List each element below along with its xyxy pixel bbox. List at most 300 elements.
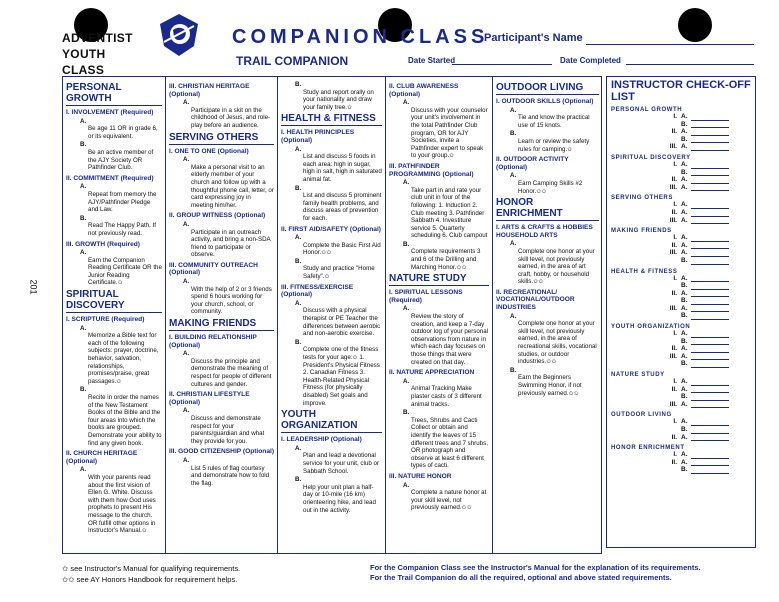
requirement-item (281, 339, 382, 407)
checkoff-letter: B. (681, 168, 688, 176)
checkoff-letter: A. (681, 304, 688, 312)
checkoff-signature-line[interactable] (691, 360, 729, 368)
requirement-item (281, 300, 382, 338)
requirement-text: Animal Tracking Make plaster casts of 3 different animal tracks. (411, 385, 482, 408)
checkoff-group-heading: YOUTH ORGANIZATION (611, 324, 691, 331)
checkoff-signature-line[interactable] (691, 249, 729, 257)
checkoff-roman: I. (673, 330, 677, 338)
subsection-heading: I. INVOLVEMENT (Required) (66, 109, 154, 116)
subsection-heading: II. COMMITMENT (Required) (66, 174, 154, 182)
subsection-heading: II. CLUB AWARENESS (Optional) (389, 83, 459, 98)
checkoff-group-heading: NATURE STUDY (611, 372, 665, 379)
checkoff-letter: A. (681, 418, 688, 426)
checkoff-roman (611, 282, 681, 290)
checkoff-group-heading: PERSONAL GROWTH (611, 107, 683, 113)
checkoff-signature-line[interactable] (691, 378, 729, 386)
requirement-item (389, 305, 489, 366)
subsection-heading: I. BUILDING RELATIONSHIP (Optional) (169, 334, 257, 349)
requirement-item (281, 185, 382, 223)
requirement-letter: B. (295, 81, 302, 88)
checkoff-signature-line[interactable] (691, 136, 729, 144)
checkoff-signature-line[interactable] (691, 345, 729, 353)
checkoff-letter: A. (681, 249, 688, 257)
checkoff-letter: A. (681, 451, 688, 459)
checkoff-roman: I. (673, 201, 677, 209)
checkoff-signature-line[interactable] (691, 217, 729, 225)
checkoff-signature-line[interactable] (691, 426, 729, 434)
section-heading: OUTDOOR LIVING (496, 82, 599, 95)
requirement-letter: A. (80, 183, 87, 191)
requirement-text: Complete one of the fitness tests for your age:✩ 1. President's Physical Fitness 2. Canadian Fitness 3. Health-Related Physical Fitness (for physically disabled) Set goals and improve. (303, 346, 380, 407)
requirement-letter: B. (403, 240, 410, 248)
requirement-item (389, 378, 489, 408)
checkoff-roman (611, 169, 681, 177)
subsection-heading: II. FIRST AID/SAFETY (Optional) (281, 225, 382, 233)
checkoff-signature-line[interactable] (691, 312, 729, 320)
checkoff-group-heading: SERVING OTHERS (611, 195, 673, 202)
checkoff-roman: I. (673, 113, 677, 120)
page-subtitle: TRAIL COMPANION (236, 54, 349, 68)
section-heading: MAKING FRIENDS (169, 318, 274, 331)
requirement-letter: A. (183, 350, 190, 358)
subsection-heading: I. LEADERSHIP (Optional) (281, 436, 362, 444)
checkoff-letter: B. (681, 393, 688, 401)
checkoff-letter: A. (681, 176, 688, 184)
page-title: COMPANION CLASS (232, 26, 489, 48)
requirement-letter: A. (403, 377, 410, 385)
checkoff-roman: II. (671, 458, 677, 466)
requirement-item (496, 240, 599, 286)
checkoff-signature-line[interactable] (691, 338, 729, 346)
requirement-letter: B. (403, 409, 410, 417)
checkoff-row (611, 113, 751, 121)
checkoff-signature-line[interactable] (691, 353, 729, 361)
requirements-column-4 (389, 80, 489, 550)
checkoff-row (611, 393, 751, 401)
requirement-letter: B. (510, 366, 517, 374)
requirement-item (281, 146, 382, 184)
checkoff-letter: A. (681, 234, 688, 242)
checkoff-roman: I. (673, 160, 677, 168)
checkoff-row (611, 345, 751, 353)
date-started-label: Date Started (408, 56, 456, 65)
checkoff-row (611, 242, 751, 250)
checkoff-letter: B. (681, 426, 688, 433)
checkoff-row (611, 297, 751, 305)
checkoff-roman (611, 338, 681, 346)
requirement-letter: A. (403, 179, 410, 187)
checkoff-signature-line[interactable] (691, 128, 729, 136)
checkoff-letter: A. (681, 216, 688, 224)
requirement-text: Participate in an outreach activity, and bring a non-SDA friend to participate or observe. (191, 228, 271, 259)
checkoff-letter: B. (681, 282, 688, 290)
checkoff-signature-line[interactable] (691, 242, 729, 250)
section-heading: PERSONAL GROWTH (66, 82, 162, 106)
checkoff-roman: III. (669, 400, 677, 408)
requirement-text: Read The Happy Path. If not previously read. (88, 222, 156, 237)
checkoff-row (611, 330, 751, 338)
requirement-text: Take part in and rate your club unit in four of the following: 1. Induction 2. Club meeting 3. Pathfinder Sabbath 4. Investiture service 5. Quarterly scheduling 6. Club campout (411, 186, 488, 240)
checkoff-letter: A. (681, 274, 688, 282)
checkoff-row (611, 184, 751, 192)
requirement-item (281, 258, 382, 281)
checkoff-row (611, 209, 751, 217)
checkoff-roman: III. (669, 143, 677, 151)
subsection-heading: III. FITNESS/EXERCISE (Optional) (281, 283, 354, 299)
checkoff-row (611, 305, 751, 313)
section-heading: HEALTH & FITNESS (281, 113, 382, 126)
checkoff-roman: II. (671, 289, 677, 297)
requirement-text: Discuss with your counselor your unit's involvement in the total Pathfinder Club program, OR for AJY Societies, invite a Pathfinder expert to speak to your group.✩ (411, 106, 488, 160)
checkoff-letter: A. (681, 201, 688, 209)
requirement-letter: A. (295, 299, 302, 307)
checkoff-row (611, 282, 751, 290)
checkoff-letter: B. (681, 256, 688, 264)
checkoff-roman (611, 257, 681, 265)
checkoff-group-heading: MAKING FRIENDS (611, 228, 672, 235)
subsection-heading: I. ARTS & CRAFTS & HOBBIES HOUSEHOLD ARTS (496, 224, 593, 239)
requirement-item (66, 249, 162, 287)
checkoff-signature-line[interactable] (691, 257, 729, 265)
requirement-letter: A. (183, 407, 190, 415)
requirement-item (66, 325, 162, 386)
checkoff-letter: A. (681, 400, 688, 408)
checkoff-letter: A. (681, 352, 688, 360)
requirement-item (169, 350, 274, 388)
participant-name-label: Participant's Name (484, 32, 583, 44)
checkoff-group-heading: HONOR ENRICHMENT (611, 445, 685, 452)
requirement-letter: A. (510, 240, 517, 248)
checkoff-row (611, 257, 751, 265)
requirement-text: Complete requirements 3 and 6 of the Drilling and Marching Honor.✩✩ (411, 248, 481, 271)
date-completed-field[interactable] (626, 64, 754, 65)
requirement-letter: B. (295, 184, 302, 192)
requirement-letter: A. (510, 172, 517, 180)
checkoff-letter: A. (681, 458, 688, 466)
checkoff-row (611, 459, 751, 467)
requirement-item (169, 156, 274, 209)
checkoff-roman: II. (671, 241, 677, 249)
checkoff-letter: B. (681, 120, 688, 128)
section-heading: HONOR ENRICHMENT (496, 197, 599, 221)
checkoff-roman: II. (671, 385, 677, 393)
checkoff-row (611, 338, 751, 346)
footnote-trail-companion: For the Trail Companion do all the required, optional and above stated requirements. (370, 573, 672, 582)
subsection-heading: III. CHRISTIAN HERITAGE (Optional) (169, 83, 250, 98)
section-heading: NATURE STUDY (389, 273, 489, 286)
requirement-text: Make a personal visit to an elderly member of your church and follow up with a thoughtful phone call, letter, or card expressing joy in meeting him/her. (191, 163, 274, 209)
checkoff-row (611, 249, 751, 257)
requirement-text: Study and practice "Home Safety".✩ (303, 265, 375, 281)
checkoff-roman: III. (669, 216, 677, 224)
subsection-heading: III. GROWTH (Required) (66, 240, 140, 248)
checkoff-row (611, 290, 751, 298)
checkoff-roman (611, 312, 681, 320)
section-heading: SPIRITUAL DISCOVERY (66, 289, 162, 313)
requirement-text: Complete one honor at your skill level, not previously earned, in the area of art craft, hobby, or household skills.✩✩ (518, 247, 595, 286)
checkoff-signature-line[interactable] (691, 393, 729, 401)
requirement-text: Trees, Shrubs and Cacti Collect or obtain and identify the leaves of 15 different trees and 7 shrubs, OR photograph and observe at least 6 different types of cacti. (411, 416, 488, 470)
checkoff-body (611, 107, 751, 474)
checkoff-signature-line[interactable] (691, 466, 729, 474)
requirement-item (66, 141, 162, 171)
subsection-heading: III. PATHFINDER PROGRAMMING (Optional) (389, 162, 474, 178)
checkoff-row (611, 360, 751, 368)
requirement-letter: A. (510, 312, 517, 320)
checkoff-roman: II. (671, 128, 677, 136)
checkoff-letter: A. (681, 289, 688, 297)
requirement-letter: A. (80, 324, 87, 332)
checkoff-roman: I. (673, 378, 677, 386)
checkoff-signature-line[interactable] (691, 459, 729, 467)
checkoff-row (611, 401, 751, 409)
checkoff-roman: II. (671, 176, 677, 184)
requirement-letter: B. (80, 214, 87, 222)
requirement-letter: A. (183, 456, 190, 464)
section-heading: SERVING OTHERS (169, 132, 274, 145)
date-completed-label: Date Completed (560, 56, 621, 65)
requirement-text: Earn the Beginners Swimming Honor, if not previously earned.✩✩ (518, 374, 582, 397)
checkoff-letter: A. (681, 128, 688, 136)
checkoff-row (611, 386, 751, 394)
checkoff-letter: B. (681, 297, 688, 305)
checkoff-roman: III. (669, 352, 677, 360)
requirement-letter: A. (183, 156, 190, 164)
requirement-item (66, 118, 162, 141)
checkoff-group-heading: OUTDOOR LIVING (611, 412, 672, 419)
org-line: YOUTH (62, 47, 106, 61)
checkoff-row (611, 161, 751, 169)
requirement-item (389, 99, 489, 160)
requirement-item (281, 445, 382, 475)
checkoff-roman (611, 393, 681, 401)
requirement-letter: B. (80, 386, 87, 394)
requirement-letter: B. (80, 141, 87, 149)
checkoff-roman: I. (673, 274, 677, 282)
requirement-item (496, 367, 599, 397)
checkoff-row (611, 201, 751, 209)
subsection-heading: I. HEALTH PRINCIPLES (Optional) (281, 129, 355, 144)
checkoff-letter: B. (681, 466, 688, 474)
requirement-text: Memorize a Bible text for each of the following subjects: prayer, doctrine, behavior, salvation, relationships, promises/praise, great passages.✩ (88, 332, 159, 385)
checkoff-row (611, 176, 751, 184)
org-line: CLASS (62, 63, 105, 77)
requirement-item (66, 183, 162, 213)
requirement-item (496, 107, 599, 130)
requirement-text: With your parents read about the first vision of Ellen G. White. Discuss with them how God uses prophets to present His message to the church. OR fulfill other options in Instructor's Manual.✩ (88, 473, 156, 535)
requirements-column-3 (281, 80, 382, 550)
checkoff-signature-line[interactable] (691, 234, 729, 242)
column-divider (165, 76, 166, 554)
adventist-youth-logo-icon (156, 12, 202, 58)
checkoff-letter: A. (681, 345, 688, 353)
requirement-letter: A. (403, 99, 410, 107)
binder-hole-3 (678, 8, 712, 42)
checkoff-signature-line[interactable] (691, 434, 729, 442)
checkoff-roman: II. (671, 345, 677, 353)
checkoff-roman (611, 297, 681, 305)
requirement-item (389, 179, 489, 240)
checkoff-row (611, 275, 751, 283)
requirement-letter: A. (295, 444, 302, 452)
requirement-text: Discuss and demonstrate respect for your parents/guardian and what they provide for you. (191, 414, 265, 445)
requirement-text: Earn the Companion Reading Certificate OR the Junior Reading Certificate.✩ (88, 256, 162, 287)
requirement-item (169, 457, 274, 487)
requirement-item (496, 313, 599, 366)
organization-name (62, 30, 133, 78)
checkoff-row (611, 353, 751, 361)
checkoff-signature-line[interactable] (691, 176, 729, 184)
requirement-item (169, 278, 274, 316)
requirements-column-1 (66, 80, 162, 550)
footnote-companion-class: For the Companion Class see the Instructor's Manual for the explanation of its requirements. (370, 563, 701, 572)
subsection-heading: I. SPIRITUAL LESSONS (Required) (389, 289, 463, 304)
requirement-item (66, 466, 162, 534)
requirement-letter: A. (80, 249, 87, 257)
requirement-item (389, 409, 489, 470)
checkoff-signature-line[interactable] (691, 386, 729, 394)
requirement-letter: A. (183, 99, 190, 107)
requirement-item (169, 407, 274, 445)
requirement-item (281, 476, 382, 514)
checkoff-signature-line[interactable] (691, 282, 729, 290)
requirement-text: Participate in a skit on the childhood of Jesus, and role-play before an audience. (191, 106, 271, 129)
requirement-letter: A. (80, 466, 87, 474)
subsection-heading: II. CHURCH HERITAGE (Optional) (66, 450, 138, 465)
checkoff-row (611, 143, 751, 151)
subsection-heading: I. ONE TO ONE (Optional) (169, 147, 249, 155)
requirements-column-2 (169, 80, 274, 550)
requirement-text: Discuss the principle and demonstrate the meaning of respect for people of different cultures and gender. (191, 357, 272, 388)
section-heading: YOUTH ORGANIZATION (281, 409, 382, 433)
checkoff-signature-line[interactable] (691, 161, 729, 169)
checkoff-row (611, 128, 751, 136)
requirement-letter: A. (295, 145, 302, 153)
checkoff-signature-line[interactable] (691, 451, 729, 459)
column-divider (492, 76, 493, 554)
requirement-letter: A. (403, 305, 410, 313)
checkoff-letter: A. (681, 113, 688, 120)
checkoff-row (611, 426, 751, 434)
checkoff-roman: III. (669, 249, 677, 257)
requirement-text: Be an active member of the AJY Society OR Pathfinder Club. (88, 148, 154, 172)
checkoff-signature-line[interactable] (691, 418, 729, 426)
checkoff-letter: B. (681, 360, 688, 368)
requirement-text: With the help of 2 or 3 friends spend 6 hours working for your church, school, or community. (191, 285, 272, 316)
requirement-letter: A. (510, 106, 517, 114)
requirement-letter: B. (295, 338, 302, 346)
footnote-instructors-manual: ✩ see Instructor's Manual for qualifying requirements. (62, 564, 241, 573)
checkoff-letter: A. (681, 208, 688, 216)
subsection-heading: I. OUTDOOR SKILLS (Optional) (496, 98, 594, 105)
checkoff-letter: B. (681, 135, 688, 143)
subsection-heading: II. CHRISTIAN LIFESTYLE (Optional) (169, 391, 250, 406)
checkoff-roman (611, 360, 681, 368)
checkoff-row (611, 466, 751, 474)
requirement-text: Review the story of creation, and keep a 7-day outdoor log of your personal observations from nature in which each day focuses on those things that were created on that day. (411, 313, 489, 366)
checkoff-letter: A. (681, 160, 688, 168)
requirement-item (169, 221, 274, 259)
subsection-heading: II. GROUP WITNESS (Optional) (169, 212, 266, 220)
requirement-letter: B. (295, 257, 302, 265)
checkoff-title: INSTRUCTOR CHECK-OFF LIST (611, 79, 751, 103)
subsection-heading: II. NATURE APPRECIATION (389, 369, 475, 377)
requirement-text: List and discuss 5 prominent family health problems, and discuss areas of prevention for each. (303, 192, 382, 222)
requirement-item (281, 81, 382, 111)
footnote-honors-handbook: ✩✩ see AY Honors Handbook for requirement helps. (62, 575, 238, 584)
requirement-text: Plan and lead a devotional service for your unit, club or Sabbath School. (303, 452, 379, 475)
subsection-heading: III. GOOD CITIZENSHIP (Optional) (169, 448, 274, 456)
requirement-text: Repeat from memory the AJY/Pathfinder Pledge and Law. (88, 190, 157, 214)
checkoff-row (611, 378, 751, 386)
requirement-item (496, 172, 599, 195)
checkoff-roman: II. (671, 208, 677, 216)
requirement-letter: B. (510, 130, 517, 138)
checkoff-signature-line[interactable] (691, 401, 729, 409)
checkoff-signature-line[interactable] (691, 121, 729, 129)
subsection-heading: III. NATURE HONOR (389, 472, 452, 480)
checkoff-signature-line[interactable] (691, 169, 729, 177)
requirement-text: Complete one honor at your skill level, not previously earned, in the area of recreational skills, vocational studies, or outdoor industries.✩✩ (518, 320, 597, 366)
checkoff-signature-line[interactable] (691, 201, 729, 209)
requirement-item (281, 234, 382, 257)
requirement-letter: A. (183, 278, 190, 286)
checkoff-signature-line[interactable] (691, 143, 729, 151)
checkoff-letter: A. (681, 330, 688, 338)
subsection-heading: II. OUTDOOR ACTIVITY (Optional) (496, 156, 569, 171)
checkoff-signature-line[interactable] (691, 297, 729, 305)
checkoff-roman: III. (669, 304, 677, 312)
checkoff-signature-line[interactable] (691, 275, 729, 283)
checkoff-roman (611, 466, 681, 474)
requirement-text: Be age 11 OR in grade 6, or its equivalent. (88, 125, 158, 140)
checkoff-row (611, 418, 751, 426)
checkoff-signature-line[interactable] (691, 330, 729, 338)
requirement-text: Complete the Basic First Aid Honor.✩✩ (303, 241, 381, 257)
checkoff-roman: II. (671, 433, 677, 441)
requirement-item (66, 386, 162, 447)
requirement-letter: A. (80, 117, 87, 125)
checkoff-signature-line[interactable] (691, 113, 729, 121)
date-started-field[interactable] (452, 64, 552, 65)
requirement-text: Discuss with a physical therapist or PE Teacher the differences between aerobic and non-aerobic exercise. (303, 307, 381, 338)
checkoff-row (611, 136, 751, 144)
checkoff-letter: A. (681, 385, 688, 393)
org-line: ADVENTIST (62, 31, 133, 45)
checkoff-row (611, 434, 751, 442)
requirement-text: Learn or review the safety rules for camping.✩ (518, 137, 590, 153)
checkoff-signature-line[interactable] (691, 209, 729, 217)
checkoff-signature-line[interactable] (691, 290, 729, 298)
checkoff-group-heading: HEALTH & FITNESS (611, 268, 678, 275)
instructor-checkoff-list (606, 76, 756, 548)
checkoff-roman: I. (673, 234, 677, 242)
checkoff-row (611, 312, 751, 320)
requirement-text: Earn Camping Skills #2 Honor.✩✩ (518, 179, 583, 195)
checkoff-letter: A. (681, 433, 688, 441)
checkoff-signature-line[interactable] (691, 305, 729, 313)
checkoff-roman: III. (669, 183, 677, 191)
checkoff-letter: A. (681, 183, 688, 191)
checkoff-letter: B. (681, 312, 688, 320)
checkoff-row (611, 234, 751, 242)
checkoff-roman: I. (673, 451, 677, 459)
participant-name-field[interactable] (586, 44, 754, 45)
checkoff-row (611, 169, 751, 177)
requirement-item (169, 99, 274, 129)
checkoff-signature-line[interactable] (691, 184, 729, 192)
checkoff-letter: B. (681, 337, 688, 345)
